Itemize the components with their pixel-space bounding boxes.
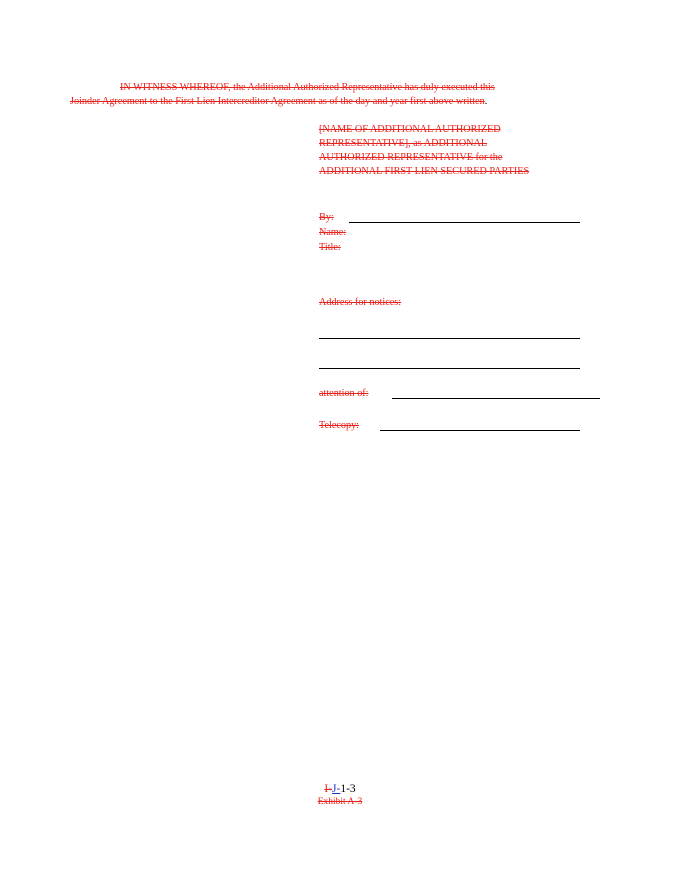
signature-block-heading [319,123,609,179]
page-number-inserted: J [332,783,337,795]
witness-line-1: IN WITNESS WHEREOF, the Additional Authorized Representative has duly executed this [120,82,495,93]
page-number-dash-deleted: - [328,783,332,795]
sig-heading-line-4: ADDITIONAL FIRST LIEN SECURED PARTIES [319,166,530,177]
exhibit-label: Exhibit A-3 [317,797,363,807]
name-label: Name: [319,227,347,238]
sig-heading-line-1: [NAME OF ADDITIONAL AUTHORIZED [319,124,501,135]
title-label: Title: [319,242,341,253]
witness-paragraph [70,81,600,109]
witness-end-period: . [484,96,488,107]
attention-of-line [392,398,600,399]
sig-heading-line-2: REPRESENTATIVE], as ADDITIONAL [319,138,488,149]
page-number-rest: 1-3 [340,783,356,795]
witness-line-2-wrap [70,95,600,109]
attention-of-label: attention of: [319,388,369,399]
witness-line-2: Joinder Agreement to the First Lien Intercreditor Agreement as of the day and year first above written [70,96,485,107]
page-number [0,782,680,796]
page-number-dash-inserted: - [336,783,341,795]
telecopy-line [380,430,580,431]
by-label: By: [319,212,334,223]
address-line-2 [319,368,580,369]
telecopy-label: Telecopy: [319,420,360,431]
address-for-notices-label: Address for notices: [319,297,402,308]
address-line-1 [319,338,580,339]
by-signature-line [349,222,580,223]
page-number-deleted: I [324,783,329,795]
sig-heading-line-3: AUTHORIZED REPRESENTATIVE for the [319,152,503,163]
